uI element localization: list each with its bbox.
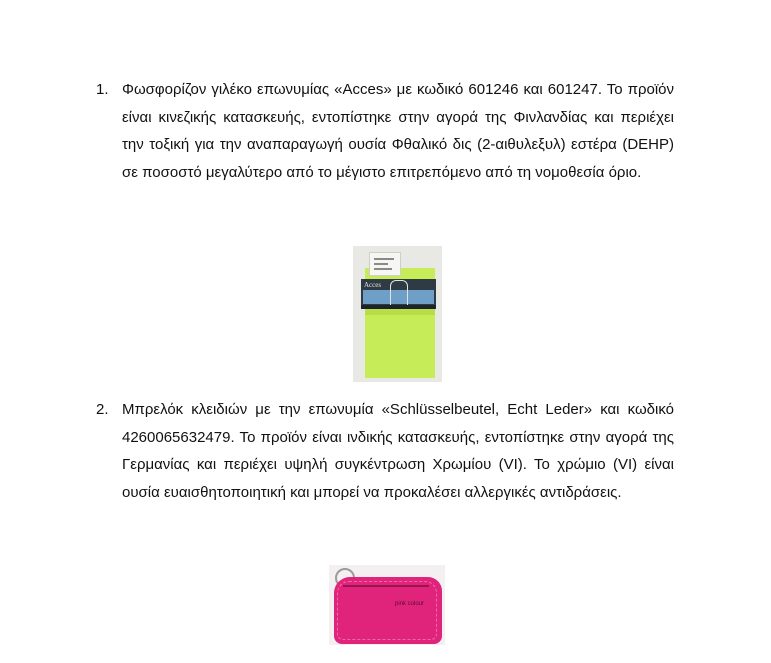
list-item-text: Μπρελόκ κλειδιών με την επωνυμία «Schlüsselbeutel, Echt Leder» και κωδικό 4260065632479. Το προϊόν είναι ινδικής κατασκευής, εντοπίστηκε στην αγορά της Γερμανίας και περιέχει υψηλή συγκέντρωση Χρωμίου (VI). Το χρώμιο (VI) είναι ουσία ευαισθητοποιητική και μπορεί να προκαλέσει αλλεργικές αντιδράσεις. [122,401,674,501]
list-item-number: 1. [96,81,109,98]
pouch-zipper [343,585,429,587]
package-brand-text: Acces [364,281,382,289]
list-item [96,396,674,506]
list-item [96,76,674,186]
list-item-number: 2. [96,401,109,418]
list-item-text: Φωσφορίζον γιλέκο επωνυμίας «Acces» με κωδικό 601246 και 601247. Το προϊόν είναι κινεζικής κατασκευής, εντοπίστηκε στην αγορά της Φινλανδίας και περιέχει την τοξική για την αναπαραγωγή ουσία Φθαλικό δις (2-αιθυλεξυλ) εστέρα (DEHP) σε ποσοστό μεγαλύτερο από το μέγιστο επιτρεπόμενο από τη νομοθεσία όριο. [122,81,674,181]
product-photo-key-pouch [329,565,445,645]
hang-tag [369,252,401,276]
pouch-brand-text: pink colour [395,601,425,607]
product-photo-vest [353,246,442,382]
package-label [361,279,436,309]
